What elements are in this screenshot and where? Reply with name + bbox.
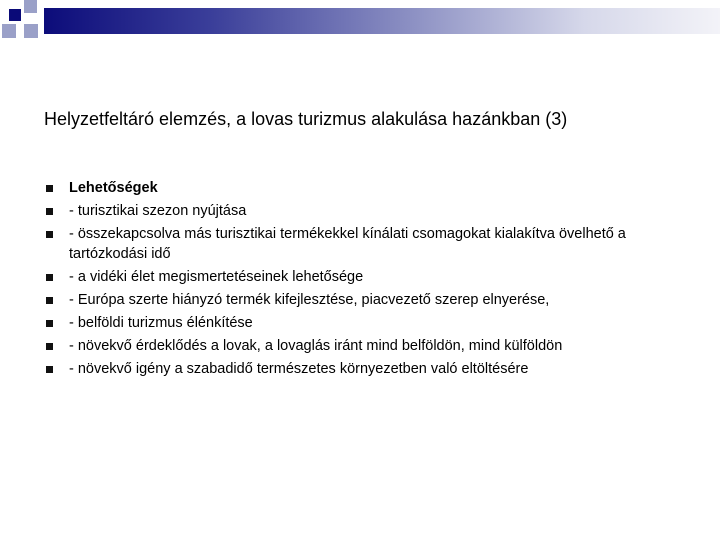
bullet-text: - növekvő érdeklődés a lovak, a lovaglás iránt mind belföldön, mind külföldön [69, 338, 563, 354]
bullet-item [46, 267, 689, 287]
decorative-square-dark [9, 9, 21, 21]
bullet-item [46, 178, 689, 198]
bullet-text: - Európa szerte hiányzó termék kifejlesztése, piacvezető szerep elnyerése, [69, 292, 550, 308]
square-bullet-icon [46, 320, 53, 327]
bullet-item [46, 290, 689, 310]
decorative-square-light [24, 0, 37, 13]
square-bullet-icon [46, 297, 53, 304]
bullet-item [46, 336, 689, 356]
square-bullet-icon [46, 343, 53, 350]
square-bullet-icon [46, 185, 53, 192]
bullet-text: Lehetőségek [69, 180, 158, 196]
bullet-list [46, 178, 689, 382]
header-gradient-band [44, 8, 720, 34]
square-bullet-icon [46, 274, 53, 281]
bullet-text: - növekvő igény a szabadidő természetes környezetben való eltöltésére [69, 361, 529, 377]
bullet-text: - turisztikai szezon nyújtása [69, 203, 247, 219]
bullet-text: - a vidéki élet megismertetéseinek lehetősége [69, 269, 364, 285]
bullet-item [46, 313, 689, 333]
slide-title: Helyzetfeltáró elemzés, a lovas turizmus alakulása hazánkban (3) [44, 109, 568, 129]
bullet-text: - belföldi turizmus élénkítése [69, 315, 253, 331]
square-bullet-icon [46, 231, 53, 238]
bullet-item [46, 224, 689, 264]
bullet-text: - összekapcsolva más turisztikai termékekkel kínálati csomagokat kialakítva övelhető a tartózkodási idő [69, 226, 626, 262]
bullet-item [46, 359, 689, 379]
decorative-square-light [2, 24, 16, 38]
square-bullet-icon [46, 208, 53, 215]
decorative-square-light [24, 24, 38, 38]
square-bullet-icon [46, 366, 53, 373]
bullet-item [46, 201, 689, 221]
